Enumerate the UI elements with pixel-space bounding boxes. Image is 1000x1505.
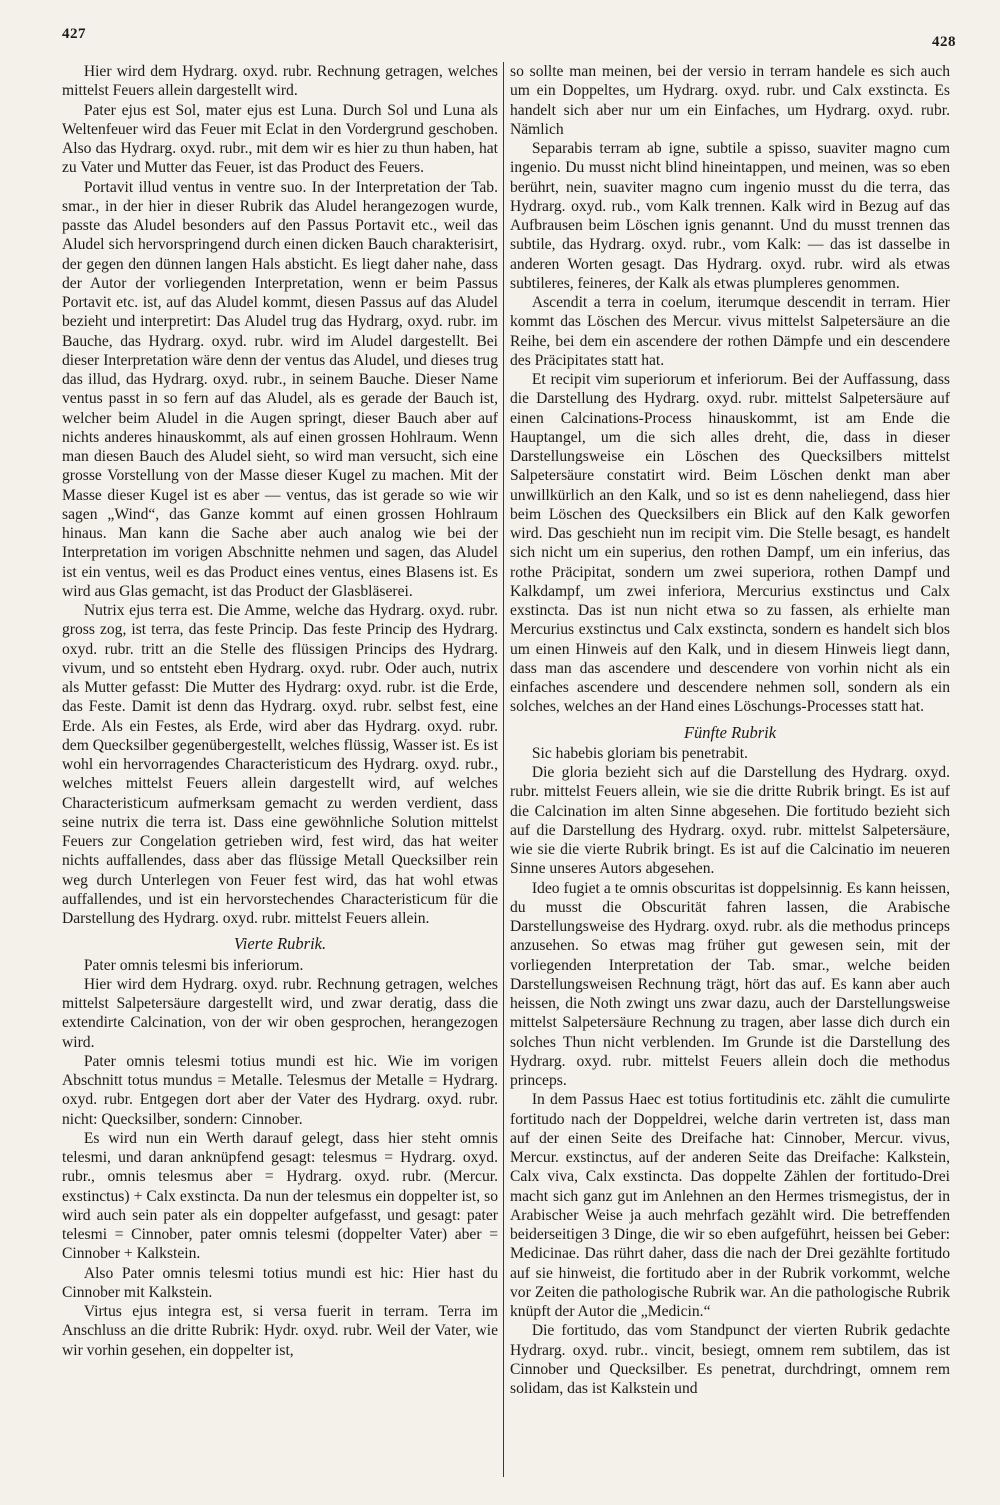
- left-column: [62, 62, 498, 1495]
- paragraph: Nutrix ejus terra est. Die Amme, welche das Hydrarg. oxyd. rubr. gross zog, ist terra, das feste Princip. Das feste Princip des Hydrarg. oxyd. rubr. tritt an die Stelle des flüssigen Princips des Hydrarg. vivum, und so entsteht eben Hydrarg. oxyd. rubr. Oder auch, nutrix als Mutter gefasst: Die Mutter des Hydrarg: oxyd. rubr. ist die Erde, das Feste. Damit ist denn das Hydrarg. oxyd. rubr. selbst fest, eine Erde. Als ein Festes, als Erde, wird aber das Hydrarg. oxyd. rubr. dem Quecksilber gegenübergestellt, welches flüssig, Wasser ist. Es ist wohl ein hervorragendes Characteristicum des Hydrarg. oxyd. rubr., welches mittelst Feuers allein dargestellt wird, auf welches Characteristicum aufmerksam gemacht zu werden verdient, dass seine nutrix die terra ist. Dass eine gewöhnliche Solution mittelst Feuers zur Congelation getrieben wird, fest wird, das hat weiter nichts auffallendes, dass aber das flüssige Metall Quecksilber rein weg durch Unterlegen von Feuer fest wird, das hat wohl etwas auffallendes, und ist ein hervorstechendes Characteristicum für die Darstellung des Hydrarg. oxyd. rubr. mittelst Feuers allein.: [62, 602, 498, 927]
- paragraph: Die fortitudo, das vom Standpunct der vierten Rubrik gedachte Hydrarg. oxyd. rubr.. vincit, besiegt, omnem rem subtilem, das ist Cinnober und Quecksilber. Es penetrat, durchdringt, omnem rem solidam, das ist Kalkstein und: [510, 1322, 950, 1397]
- paragraph: Hier wird dem Hydrarg. oxyd. rubr. Rechnung getragen, welches mittelst Feuers allein dargestellt wird.: [62, 63, 498, 100]
- paragraph: Portavit illud ventus in ventre suo. In der Interpretation der Tab. smar., in der hier in dieser Rubrik das Aludel herangezogen wurde, passte das Aludel besonders auf den Passus Portavit etc., weil das Aludel sich hervorspringend durch einen dicken Bauch charakterisirt, der gegen den dünnen langen Hals absticht. Es liegt daher nahe, dass der Autor der vorliegenden Interpretation, wenn er beim Passus Portavit etc. ist, auf das Aludel kommt, diesen Passus auf das Aludel bezieht und interpretirt: Das Aludel trug das Hydrarg, oxyd. rubr. im Bauche, das Hydrarg. oxyd. rubr. wird im Aludel dargestellt. Bei dieser Interpretation wäre denn der ventus das Aludel, und dieses trug das illud, das Hydrarg. oxyd. rubr., in seinem Bauche. Dieser Name ventus passt in so fern auf das Aludel, als es gerade der Bauch ist, welcher beim Aludel in die Augen springt, dieser Bauch aber auf nichts anderes hinauskommt, als auf einen grossen Hohlraum. Wenn man diesen Bauch des Aludel sieht, so wird man versucht, sich eine grosse Vorstellung von der Masse dieser Kugel zu machen. Mit der Masse dieser Kugel ist es aber — ventus, das ist gerade so wie wir sagen „Wind“, das Ganze kommt auf einen grossen Hohlraum hinaus. Man kann die Sache aber auch analog wie bei der Interpretation im vorigen Abschnitte nehmen und sagen, das Aludel ist ein ventus, weil es das Product eines ventus, eines Blasens ist. Es wird aus Glas gemacht, ist das Product der Glasbläserei.: [62, 178, 498, 600]
- paragraph: Ideo fugiet a te omnis obscuritas ist doppelsinnig. Es kann heissen, du musst die Obscurität fahren lassen, die Arabische Darstellungsweise des Hydrarg. oxyd. rubr. als die methodus princeps anzusehen. So etwas mag früher gut gewesen sein, mit der vorliegenden Interpretation der Tab. smar., welche beiden Darstellungsweisen Rechnung trägt, hört das auf. Es kann aber auch heissen, die Noth zwingt uns zwar dazu, auch der Darstellungsweise mittelst Salpetersäure Rechnung zu tragen, aber lasse dich durch ein solches Thun nicht verblenden. Im Grunde ist die Darstellung des Hydrarg. oxyd. rubr. mittelst Feuers allein doch die methodus princeps.: [510, 879, 950, 1089]
- column-divider: [503, 62, 504, 1477]
- page-number-right: 428: [932, 34, 956, 50]
- paragraph: Hier wird dem Hydrarg. oxyd. rubr. Rechnung getragen, welches mittelst Salpetersäure dargestellt wird, und zwar deratig, dass die extendirte Calcination, von der wir oben gesprochen, herangezogen wird.: [62, 975, 498, 1051]
- section-heading: Fünfte Rubrik: [683, 722, 777, 742]
- paragraph: Et recipit vim superiorum et inferiorum. Bei der Auffassung, dass die Darstellung des Hydrarg. oxyd. rubr. mittelst Salpetersäure auf einen Calcinations-Process hinauskommt, ist am Ende die Hauptangel, um die sich alles dreht, die, dass in dieser Darstellungsweise ein Löschen des Quecksilbers mittelst Salpetersäure constatirt wird. Beim Löschen denkt man aber unwillkürlich an den Kalk, und so ist es denn naheliegend, dass hier beim Löschen des Quecksilbers ein Blick auf den Kalk geworfen wird. Das geschieht nun im recipit vim. Die Stelle besagt, es handelt sich nicht um ein superius, den rothen Dampf, um ein inferius, das rothe Präcipitat, sondern um zwei superiora, rothen Dampf und Kalkdampf, um zwei inferiora, Mercurius exstinctus und Calx exstincta. Das ist nun nicht etwa so zu fassen, als erhielte man Mercurius exstinctus und Calx exstincta, sondern es handelt sich blos um einen Hinweis auf den Kalk, und in diesem Hinweis liegt dann, dass man das ascendere und descendere von vorhin nicht als ein einfaches ascendere und descendere nehmen soll, sondern als ein solches, welches an der Hand eines Löschungs-Processes statt hat.: [510, 371, 950, 716]
- paragraph: so sollte man meinen, bei der versio in terram handele es sich auch um ein Doppeltes, um Hydrarg. oxyd. rubr. und Calx exstincta. Es handelt sich aber nur um ein Einfaches, um Hydrarg. oxyd. rubr. Nämlich: [510, 63, 950, 138]
- paragraph: Es wird nun ein Werth darauf gelegt, dass hier steht omnis telesmi, und daran anknüpfend gesagt: telesmus = Hydrarg. oxyd. rubr., omnis telesmus aber = Hydrarg. oxyd. rubr. (Mercur. exstinctus) + Calx exstincta. Da nun der telesmus ein doppelter ist, so wird auch sein pater als ein doppelter aufgefasst, und gesagt: pater telesmi = Cinnober, pater omnis telesmi (doppelter Vater) aber = Cinnober + Kalkstein.: [62, 1129, 498, 1263]
- paragraph: Virtus ejus integra est, si versa fuerit in terram. Terra im Anschluss an die dritte Rubrik: Hydr. oxyd. rubr. Weil der Vater, wie wir vorhin gesehen, ein doppelter ist,: [62, 1303, 498, 1359]
- paragraph: Also Pater omnis telesmi totius mundi est hic: Hier hast du Cinnober mit Kalkstein.: [62, 1264, 498, 1301]
- paragraph: Pater ejus est Sol, mater ejus est Luna. Durch Sol und Luna als Weltenfeuer wird das Feuer mit Eclat in den Vordergrund geschoben. Also das Hydrarg. oxyd. rubr., mit dem wir es hier zu thun haben, hat zu Vater und Mutter das Feuer, ist das Product des Feuers.: [62, 101, 498, 177]
- paragraph: Die gloria bezieht sich auf die Darstellung des Hydrarg. oxyd. rubr. mittelst Feuers allein, wie sie die dritte Rubrik bringt. Es ist auf die Calcination im alten Sinne abgesehen. Die fortitudo bezieht sich auf die Darstellung des Hydrarg. oxyd. rubr. mittelst Salpetersäure, wie sie die vierte Rubrik bringt. Es ist auf die Calcinatio im neueren Sinne unseres Autors abgesehen.: [510, 764, 950, 878]
- paragraph: Ascendit a terra in coelum, iterumque descendit in terram. Hier kommt das Löschen des Mercur. vivus mittelst Salpetersäure an die Reihe, bei dem ein ascendere der rothen Dämpfe und ein descendere des Präcipitates statt hat.: [510, 294, 950, 369]
- paragraph: Pater omnis telesmi totius mundi est hic. Wie im vorigen Abschnitt totus mundus = Metalle. Telesmus der Metalle = Hydrarg. oxyd. rubr. Entgegen dort aber der Vater des Hydrarg. oxyd. rubr. nicht: Quecksilber, sondern: Cinnober.: [62, 1052, 498, 1128]
- page-number-left: 427: [62, 26, 86, 42]
- section-heading: Vierte Rubrik.: [233, 934, 327, 954]
- paragraph: In dem Passus Haec est totius fortitudinis etc. zählt die cumulirte fortitudo nach der Doppeldrei, welche darin vertreten ist, dass man auf der einen Seite des Dreifache hat: Cinnober, Mercur. vivus, Mercur. exstinctus, auf der anderen Seite das Dreifache: Kalkstein, Calx viva, Calx exstincta. Das doppelte Zählen der fortitudo-Drei macht sich ganz gut im Anlehnen an den Hermes trismegistus, der in Arabischer Weise ja auch mehrfach gezählt wird. Die betreffenden beiderseitigen 3 Dinge, die wir so eben aufgeführt, heissen bei Geber: Medicinae. Das rührt daher, dass die nach der Drei gezählte fortitudo auf sie hinweist, die fortitudo aber in der Rubrik vorkommt, welche vor Zeiten die pathologische Rubrik war. An die pathologische Rubrik knüpft der Autor die „Medicin.“: [510, 1091, 950, 1320]
- right-column: [510, 62, 950, 1495]
- paragraph: Sic habebis gloriam bis penetrabit.: [531, 744, 748, 762]
- paragraph: Separabis terram ab igne, subtile a spisso, suaviter magno cum ingenio. Du musst nicht blind hineintappen, und meinen, was so eben berührt, nein, suaviter magno cum ingenio musst du die terra, das Hydrarg. oxyd. rub., vom Kalk trennen. Kalk wird in Bezug auf das Aufbrausen beim Löschen ignis genannt. Und du musst trennen das subtile, das Hydrarg. oxyd. rubr., vom Kalk: — das ist dasselbe in anderen Worten gesagt. Das Hydrarg. oxyd. rubr. wird als etwas subtileres, feineres, der Kalk als etwas plumpleres genommen.: [510, 140, 950, 292]
- paragraph: Pater omnis telesmi bis inferiorum.: [83, 956, 304, 974]
